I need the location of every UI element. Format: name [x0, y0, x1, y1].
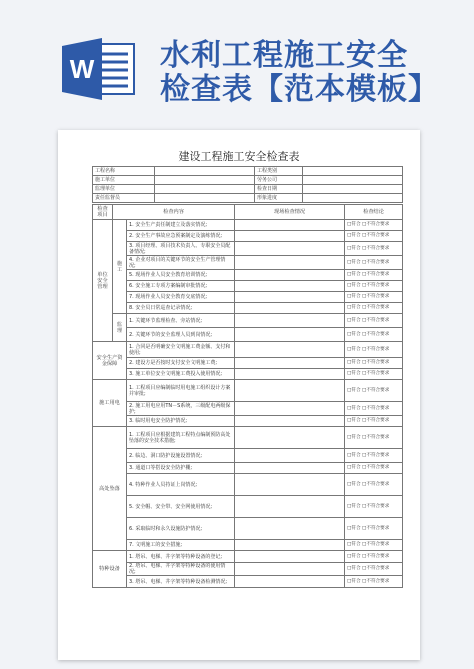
item-content: 6. 安全施工专项方案编制审批情况;: [127, 281, 235, 292]
info-value[interactable]: [303, 176, 403, 185]
page-title-line2: 检查表【范本模板】: [160, 72, 439, 107]
item-situation[interactable]: [235, 496, 345, 518]
info-label: 监理单位: [93, 185, 155, 194]
item-result[interactable]: □符合 □不符合要求: [345, 416, 403, 427]
table-row: [93, 220, 403, 231]
item-situation[interactable]: [235, 256, 345, 270]
item-situation[interactable]: [235, 449, 345, 463]
item-result[interactable]: □符合 □不符合要求: [345, 342, 403, 358]
table-row: [93, 496, 403, 518]
table-row: [93, 463, 403, 474]
item-content: 2. 安全生产事故应急预案制定及演练情况;: [127, 231, 235, 242]
item-content: 2. 建设方是否按时支付安全文明施工费;: [127, 358, 235, 369]
document-title: 建设工程施工安全检查表: [178, 150, 300, 163]
table-row: [93, 281, 403, 292]
table-row: [93, 242, 403, 256]
table-row: [93, 369, 403, 380]
item-result[interactable]: □符合 □不符合要求: [345, 551, 403, 563]
item-result[interactable]: □符合 □不符合要求: [345, 540, 403, 551]
item-result[interactable]: □符合 □不符合要求: [345, 281, 403, 292]
item-content: 4. 企业对项目的关键环节的安全生产管理情况;: [127, 256, 235, 270]
item-result[interactable]: □符合 □不符合要求: [345, 270, 403, 281]
item-result[interactable]: □符合 □不符合要求: [345, 292, 403, 303]
table-row: [93, 358, 403, 369]
item-result[interactable]: □符合 □不符合要求: [345, 242, 403, 256]
item-result[interactable]: □符合 □不符合要求: [345, 303, 403, 314]
table-row: [93, 551, 403, 563]
info-value[interactable]: [303, 167, 403, 176]
item-content: 1. 安全生产责任制建立及落实情况;: [127, 220, 235, 231]
info-row: [93, 185, 403, 194]
item-situation[interactable]: [235, 380, 345, 402]
col-header-category: 检查项目: [93, 205, 113, 220]
info-value[interactable]: [155, 167, 255, 176]
item-situation[interactable]: [235, 342, 345, 358]
item-content: 6. 采取临时和永久设施防护情况;: [127, 518, 235, 540]
item-content: 3. 临时用电安全防护情况;: [127, 416, 235, 427]
item-situation[interactable]: [235, 416, 345, 427]
category-fall-from-height: 高处坠落: [93, 427, 127, 551]
item-content: 3. 塔吊、电梯、井字架等特种设备检测情况;: [127, 576, 235, 588]
table-row: [93, 256, 403, 270]
info-label: 施工单位: [93, 176, 155, 185]
table-row: [93, 576, 403, 588]
table-row: [93, 231, 403, 242]
category-unit-safety: 单位安全管理: [93, 220, 113, 342]
item-situation[interactable]: [235, 314, 345, 328]
item-content: 3. 通道口等搭设安全防护棚;: [127, 463, 235, 474]
logo-letter: W: [69, 54, 95, 84]
subcategory-supervision: 监理: [113, 314, 127, 342]
table-row: [93, 402, 403, 416]
table-row: [93, 314, 403, 328]
item-content: 3. 施工单位安全文明施工费投入使用情况;: [127, 369, 235, 380]
item-content: 1. 塔吊、电梯、井字架等特种设备的登记;: [127, 551, 235, 563]
item-content: 7. 现场作业人员安全教育交底情况;: [127, 292, 235, 303]
item-situation[interactable]: [235, 303, 345, 314]
info-row: [93, 176, 403, 185]
info-label: 工程名称: [93, 167, 155, 176]
item-result[interactable]: □符合 □不符合要求: [345, 314, 403, 328]
item-situation[interactable]: [235, 518, 345, 540]
table-row: [93, 563, 403, 576]
item-content: 3. 项目经理、项目技术负责人、专职安全员配备情况;: [127, 242, 235, 256]
item-situation[interactable]: [235, 369, 345, 380]
table-row: [93, 342, 403, 358]
category-safety-funding: 安全生产资金保障: [93, 342, 127, 380]
page-title-line1: 水利工程施工安全: [160, 38, 408, 73]
item-result[interactable]: □符合 □不符合要求: [345, 463, 403, 474]
category-electric: 施工用电: [93, 380, 127, 427]
info-row: [93, 194, 403, 203]
item-content: 1. 关键环节监理检查、旁站情况;: [127, 314, 235, 328]
item-result[interactable]: □符合 □不符合要求: [345, 496, 403, 518]
col-header-situation: 现场检查情况: [235, 205, 345, 220]
item-situation[interactable]: [235, 427, 345, 449]
item-content: 5. 安全帽、安全带、安全网使用情况;: [127, 496, 235, 518]
item-situation[interactable]: [235, 474, 345, 496]
item-result[interactable]: □符合 □不符合要求: [345, 518, 403, 540]
item-situation[interactable]: [235, 270, 345, 281]
table-row: [93, 292, 403, 303]
item-situation[interactable]: [235, 463, 345, 474]
page-header: [0, 0, 474, 120]
table-row: [93, 328, 403, 342]
item-result[interactable]: □符合 □不符合要求: [345, 256, 403, 270]
item-situation[interactable]: [235, 540, 345, 551]
info-value[interactable]: [303, 185, 403, 194]
item-situation[interactable]: [235, 242, 345, 256]
item-content: 8. 安全员日常巡查记录情况;: [127, 303, 235, 314]
item-content: 2. 临边、洞口防护设施设置情况;: [127, 449, 235, 463]
item-result[interactable]: □符合 □不符合要求: [345, 474, 403, 496]
item-result[interactable]: □符合 □不符合要求: [345, 449, 403, 463]
item-result[interactable]: □符合 □不符合要求: [345, 427, 403, 449]
item-situation[interactable]: [235, 402, 345, 416]
item-situation[interactable]: [235, 231, 345, 242]
item-content: 1. 工程项目应编制临时用电施工组织设计方案并审批;: [127, 380, 235, 402]
col-header-content: 检查内容: [113, 205, 235, 220]
info-label: 形象进度: [255, 194, 303, 203]
table-row: [93, 540, 403, 551]
col-header-conclusion: 检查结论: [345, 205, 403, 220]
item-content: 2. 施工用电应用TN－S系统，三级配电两级保护;: [127, 402, 235, 416]
item-result[interactable]: □符合 □不符合要求: [345, 369, 403, 380]
info-label: 劳务公司: [255, 176, 303, 185]
info-row: [93, 167, 403, 176]
info-value[interactable]: [155, 176, 255, 185]
table-row: [93, 449, 403, 463]
info-value[interactable]: [155, 185, 255, 194]
table-row: [93, 427, 403, 449]
item-result[interactable]: □符合 □不符合要求: [345, 380, 403, 402]
item-content: 2. 关键环节的安全监理人员到岗情况;: [127, 328, 235, 342]
item-result[interactable]: □符合 □不符合要求: [345, 402, 403, 416]
item-situation[interactable]: [235, 563, 345, 576]
item-result[interactable]: □符合 □不符合要求: [345, 358, 403, 369]
category-special-equipment: 特种设备: [93, 551, 127, 588]
item-result[interactable]: □符合 □不符合要求: [345, 563, 403, 576]
info-label: 工程类别: [255, 167, 303, 176]
item-result[interactable]: □符合 □不符合要求: [345, 576, 403, 588]
item-content: 4. 特种作业人员持证上岗情况;: [127, 474, 235, 496]
table-row: [93, 416, 403, 427]
info-label: 责任监督员: [93, 194, 155, 203]
item-content: 1. 工程项目应根据建筑工程特点编制预防高处坠落的安全技术措施;: [127, 427, 235, 449]
item-situation[interactable]: [235, 551, 345, 563]
item-result[interactable]: □符合 □不符合要求: [345, 220, 403, 231]
table-row: [93, 518, 403, 540]
item-content: 7. 文明施工的安全措施;: [127, 540, 235, 551]
item-situation[interactable]: [235, 328, 345, 342]
checklist-table: [92, 204, 403, 588]
info-value[interactable]: [303, 194, 403, 203]
item-situation[interactable]: [235, 220, 345, 231]
document-page: [58, 130, 420, 660]
info-label: 检查日期: [255, 185, 303, 194]
item-result[interactable]: □符合 □不符合要求: [345, 328, 403, 342]
item-content: 2. 塔吊、电梯、井字架等特种设备的使用情况;: [127, 563, 235, 576]
item-content: 1. 合同是否明确安全文明施工费金额、支付和使用;: [127, 342, 235, 358]
item-situation[interactable]: [235, 576, 345, 588]
item-situation[interactable]: [235, 292, 345, 303]
word-document-icon: [62, 38, 136, 100]
table-row: [93, 474, 403, 496]
table-row: [93, 380, 403, 402]
info-value[interactable]: [155, 194, 255, 203]
info-table: [92, 166, 403, 203]
item-content: 5. 现场作业人员安全教育培训情况;: [127, 270, 235, 281]
item-situation[interactable]: [235, 281, 345, 292]
table-row: [93, 270, 403, 281]
item-result[interactable]: □符合 □不符合要求: [345, 231, 403, 242]
item-situation[interactable]: [235, 358, 345, 369]
table-header-row: [93, 205, 403, 220]
subcategory-construction: 施工: [113, 220, 127, 314]
table-row: [93, 303, 403, 314]
